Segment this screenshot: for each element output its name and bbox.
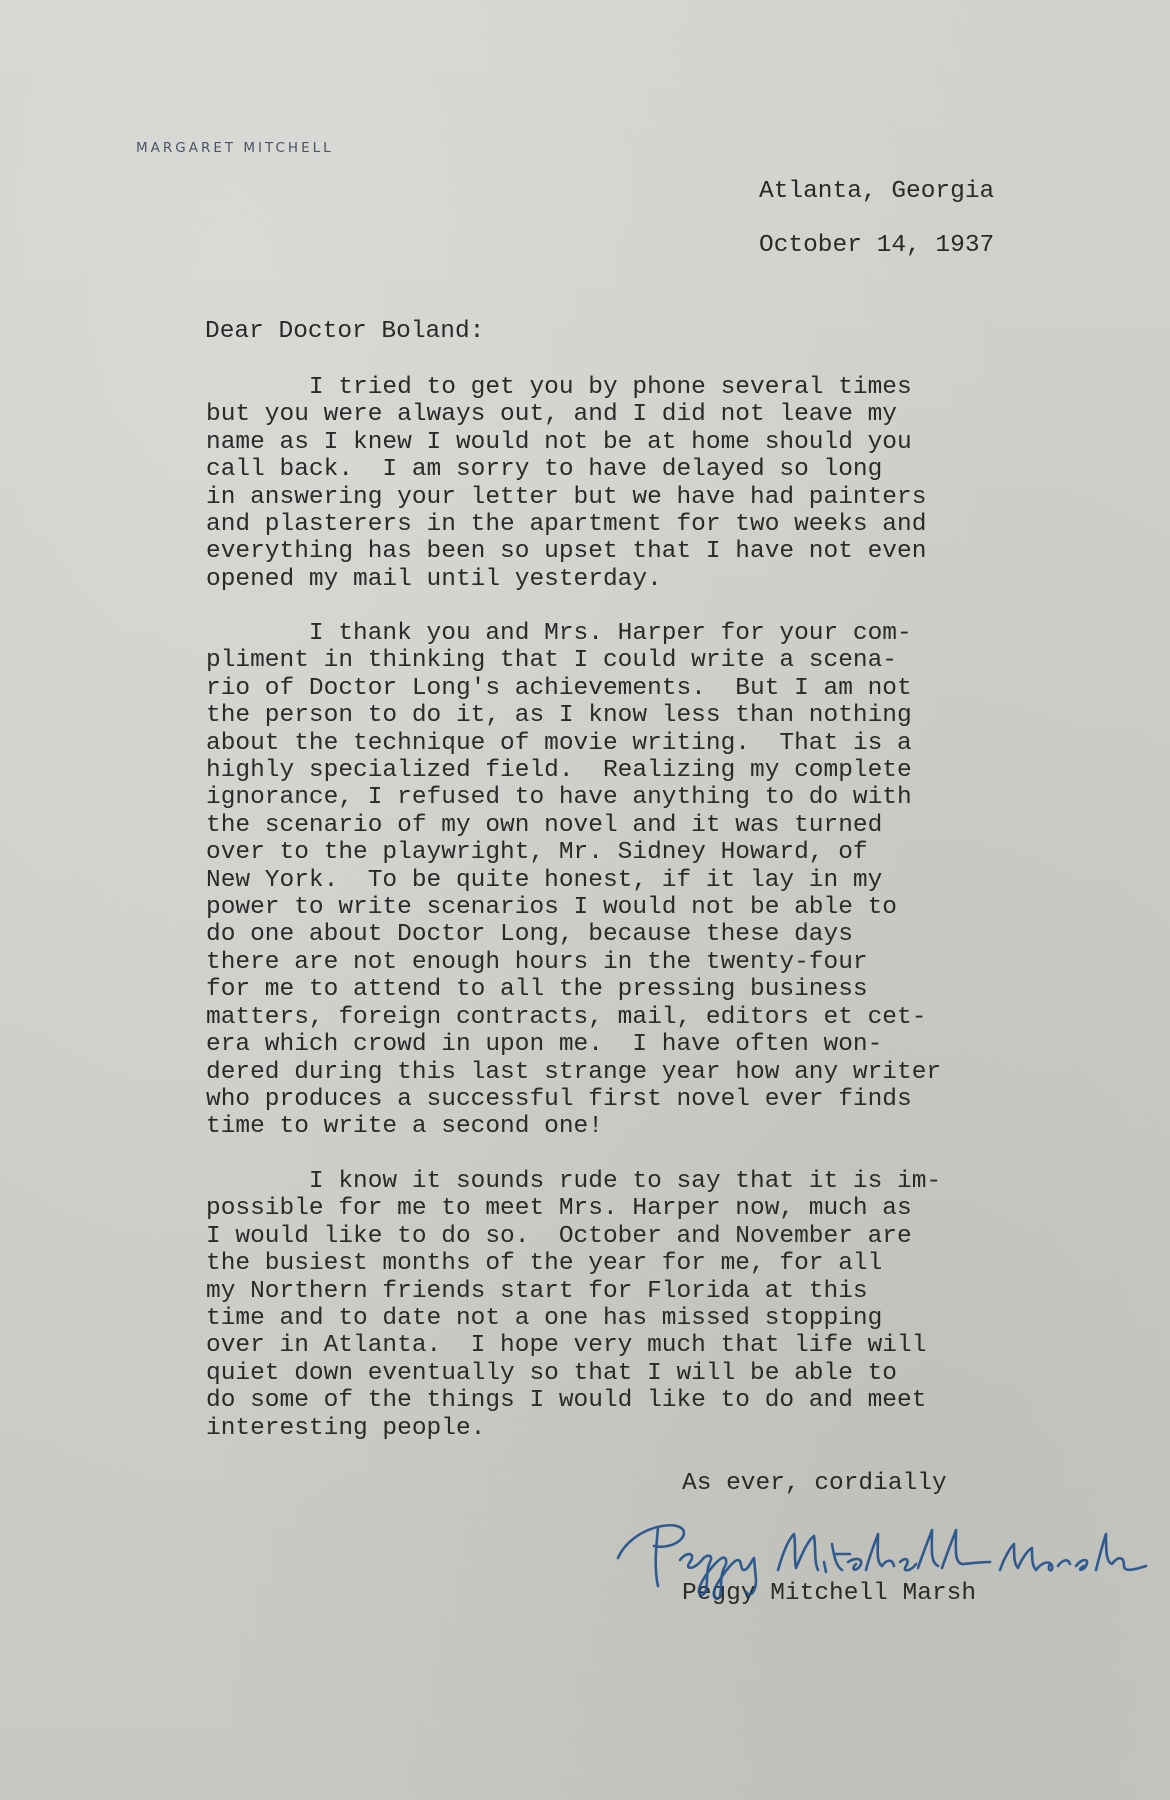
text-line: name as I knew I would not be at home should you [206,428,912,456]
text-line: over to the playwright, Mr. Sidney Howard, of [206,839,868,867]
text-line: and plasterers in the apartment for two weeks and [206,511,927,539]
text-line: over in Atlanta. I hope very much that life will [206,1332,927,1360]
text-line: era which crowd in upon me. I have often won- [206,1031,883,1059]
text-line: dered during this last strange year how any writer [206,1058,942,1086]
text-line: I would like to do so. October and November are [206,1222,912,1250]
paragraph-1 [206,374,926,593]
text-line: everything has been so upset that I have not even [206,538,927,566]
date-line: October 14, 1937 [759,232,995,259]
text-line: there are not enough hours in the twenty-four [206,948,868,976]
text-line: who produces a successful first novel ever finds [206,1085,912,1113]
salutation: Dear Doctor Boland: [205,318,485,345]
text-line: the person to do it, as I know less than nothing [206,702,912,730]
typed-name: Peggy Mitchell Marsh [682,1580,977,1607]
closing: As ever, cordially [682,1470,947,1497]
text-line: do one about Doctor Long, because these days [206,921,853,949]
text-line: possible for me to meet Mrs. Harper now, much as [206,1195,912,1223]
paragraph-2 [206,620,941,1141]
text-line: time to write a second one! [206,1113,603,1141]
text-line: but you were always out, and I did not leave my [206,401,898,429]
text-line: interesting people. [206,1414,486,1442]
place-line: Atlanta, Georgia [759,178,995,205]
text-line: rio of Doctor Long's achievements. But I am not [206,674,912,702]
text-line: for me to attend to all the pressing business [206,976,868,1004]
text-line: about the technique of movie writing. That is a [206,729,912,757]
text-line: matters, foreign contracts, mail, editors et cet- [206,1003,927,1031]
text-line: do some of the things I would like to do and meet [206,1387,927,1415]
text-line: quiet down eventually so that I will be able to [206,1359,898,1387]
text-line: I tried to get you by phone several times [206,374,912,401]
text-line: opened my mail until yesterday. [206,565,662,593]
paragraph-3 [206,1168,941,1442]
text-line: pliment in thinking that I could write a scena- [206,647,898,675]
text-line: highly specialized field. Realizing my complete [206,757,912,785]
text-line: New York. To be quite honest, if it lay in my [206,866,883,894]
text-line: ignorance, I refused to have anything to do with [206,784,912,812]
text-line: I thank you and Mrs. Harper for your com- [206,620,912,647]
text-line: call back. I am sorry to have delayed so long [206,456,883,484]
text-line: in answering your letter but we have had painters [206,483,927,511]
text-line: I know it sounds rude to say that it is im- [206,1168,942,1195]
text-line: the scenario of my own novel and it was turned [206,811,883,839]
text-line: my Northern friends start for Florida at this [206,1277,868,1305]
letterhead: MARGARET MITCHELL [136,140,334,156]
text-line: time and to date not a one has missed stopping [206,1305,883,1333]
text-line: power to write scenarios I would not be able to [206,894,898,922]
handwritten-signature [610,1500,1150,1600]
text-line: the busiest months of the year for me, for all [206,1250,883,1278]
